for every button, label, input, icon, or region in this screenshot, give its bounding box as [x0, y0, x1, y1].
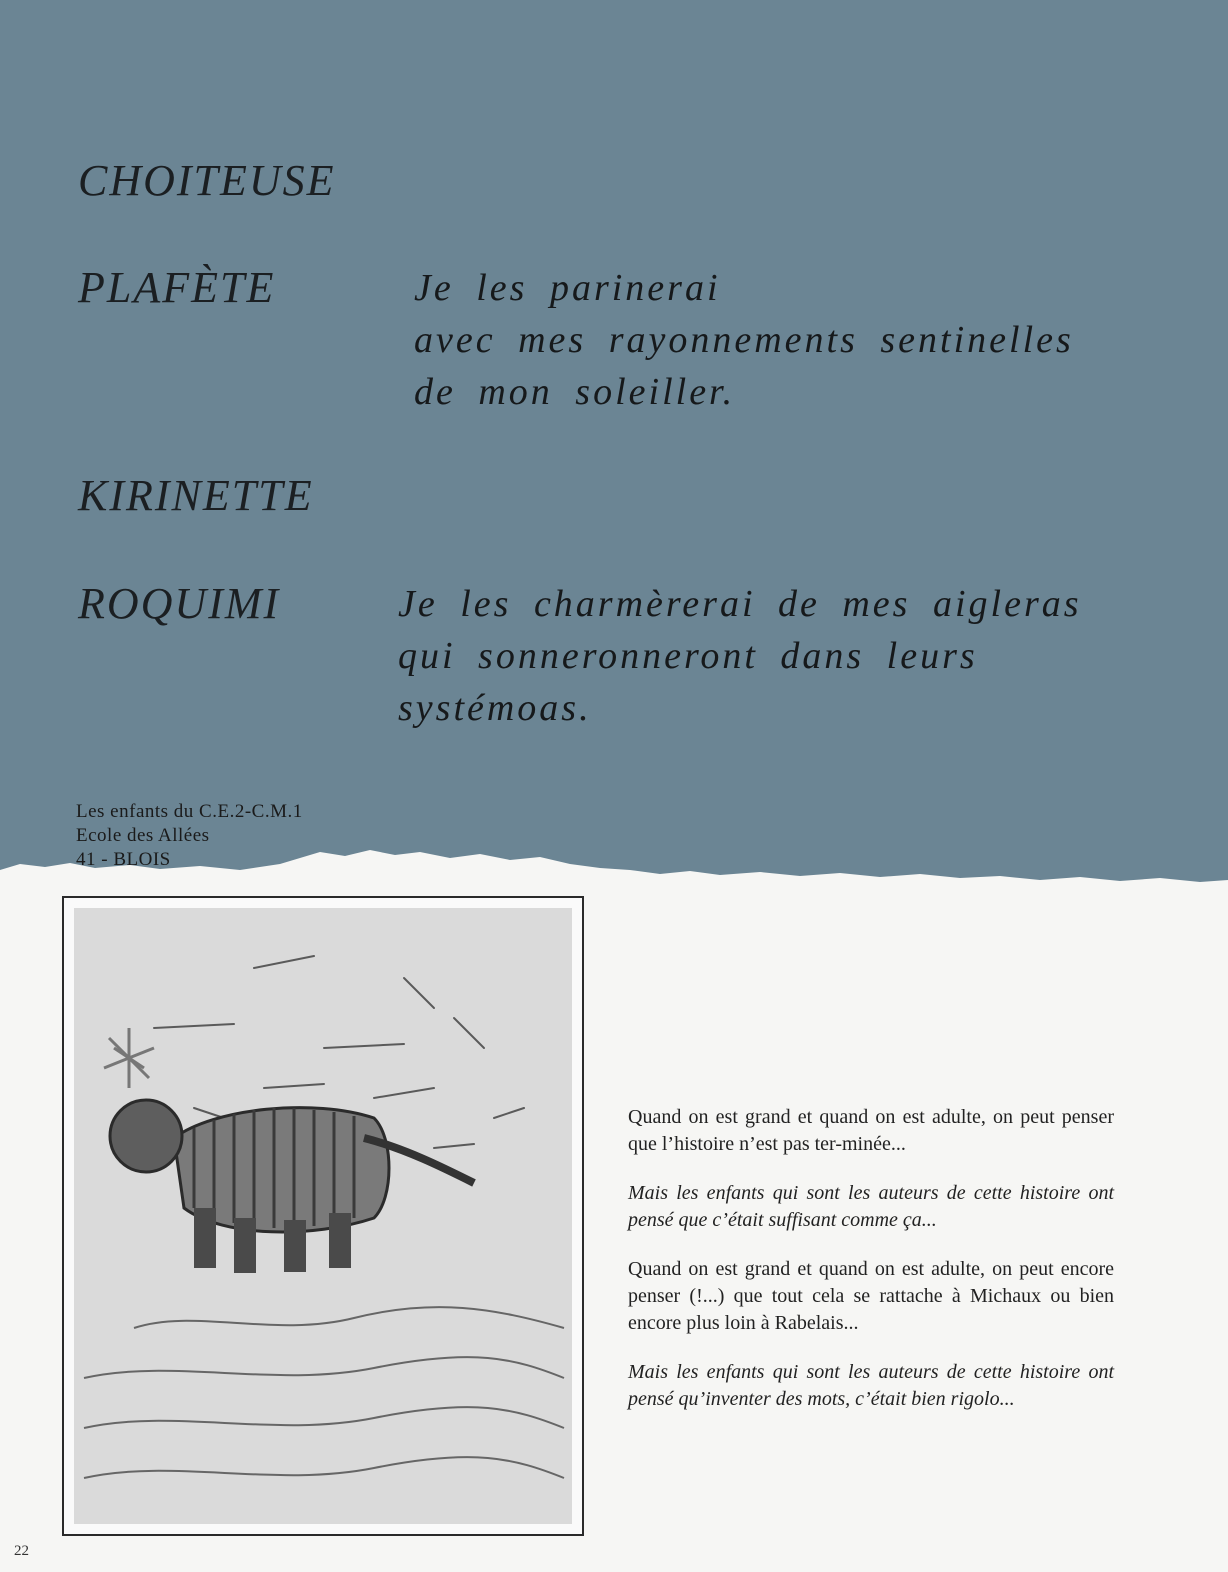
- crayon-animal-illustration: [74, 908, 572, 1524]
- commentary-paragraph: Quand on est grand et quand on est adulte, on peut encore penser (!...) que tout cela se rattache à Michaux ou bien encore plus loin à Rabelais...: [628, 1258, 1114, 1334]
- poem-name-choiteuse: CHOITEUSE: [78, 156, 336, 205]
- verse-line: de mon soleiller.: [414, 371, 736, 413]
- poem-name-kirinette: KIRINETTE: [78, 471, 314, 520]
- commentary-paragraph: Mais les enfants qui sont les auteurs de cette histoire ont pensé que c’était suffisant comme ça...: [628, 1182, 1114, 1231]
- page-number: 22: [14, 1543, 29, 1559]
- author-credits: [76, 800, 303, 872]
- poem-name-roquimi: ROQUIMI: [78, 579, 281, 628]
- verse-line: qui sonneronneront dans leurs: [398, 635, 978, 677]
- verse-line: Je les parinerai: [414, 267, 721, 309]
- commentary-paragraph: Mais les enfants qui sont les auteurs de cette histoire ont pensé qu’inventer des mots, c’était bien rigolo...: [628, 1361, 1114, 1410]
- credit-line: 41 - BLOIS: [76, 849, 171, 870]
- verse-2: [398, 578, 1082, 734]
- poem-name-plafete: PLAFÈTE: [78, 263, 276, 312]
- commentary-paragraph: Quand on est grand et quand on est adulte, on peut penser que l’histoire n’est pas ter-minée...: [628, 1106, 1114, 1155]
- credit-line: Ecole des Allées: [76, 825, 210, 846]
- child-drawing: [62, 896, 584, 1536]
- verse-line: avec mes rayonnements sentinelles: [414, 319, 1074, 361]
- commentary-text: [628, 1104, 1114, 1435]
- verse-line: systémoas.: [398, 687, 592, 729]
- verse-line: Je les charmèrerai de mes aigleras: [398, 583, 1082, 625]
- verse-1: [414, 262, 1074, 418]
- credit-line: Les enfants du C.E.2-C.M.1: [76, 801, 303, 822]
